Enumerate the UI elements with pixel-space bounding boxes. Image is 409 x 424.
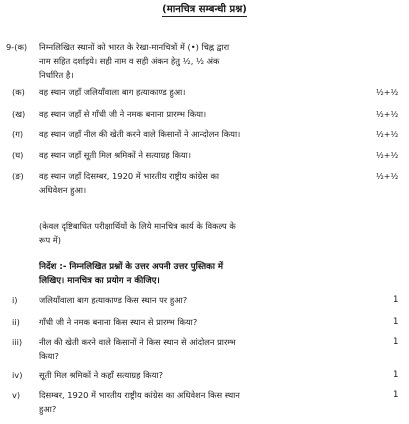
question-intro-line: निम्नलिखित स्थानों को भारत के रेखा-मानचित्रों में (•) चिह्न द्वारा <box>39 42 230 52</box>
question-number: 9-(क) <box>6 42 28 52</box>
item-label: (ख) <box>12 109 26 119</box>
question-marks: 1 <box>393 370 399 380</box>
item-marks: ½+½ <box>376 88 399 97</box>
item-label: (क) <box>12 87 25 97</box>
question-intro-line: नाम सहित दर्शाइये। सही नाम व सही अंकन हेतु ½, ½ अंक <box>39 56 220 66</box>
note-line: रूप में) <box>39 235 61 245</box>
item-text: वह स्थान जहाँ दिसम्बर, 1920 में भारतीय राष्ट्रीय कांग्रेस का <box>39 171 220 181</box>
item-label: (घ) <box>12 150 24 160</box>
question-label: iii) <box>12 337 23 347</box>
note-line: (केवल दृष्टिबाधित परीक्षार्थियों के लिये मानचित्र कार्य के विकल्प के <box>39 221 236 231</box>
item-marks: ½+½ <box>376 110 399 119</box>
item-marks: ½+½ <box>376 172 399 181</box>
question-label: i) <box>12 295 18 305</box>
item-text: वह स्थान जहाँ से गाँधी जी ने नमक बनाना प्रारम्भ किया। <box>39 109 207 119</box>
item-text: अधिवेशन हुआ। <box>39 185 87 195</box>
question-label: ii) <box>12 317 20 327</box>
question-text: गाँधी जी ने नमक बनाना किस स्थान से प्रारम्भ किया? <box>39 317 198 327</box>
question-intro-line: निर्धारित है। <box>39 70 74 80</box>
instruction-line: निर्देश :- निम्नलिखित प्रश्नों के उत्तर अपनी उत्तर पुस्तिका में <box>39 262 224 272</box>
question-text: हुआ? <box>39 404 57 414</box>
question-marks: 1 <box>393 295 399 305</box>
item-marks: ½+½ <box>376 151 399 160</box>
question-text: किया? <box>39 351 59 361</box>
question-marks: 1 <box>393 390 399 400</box>
question-marks: 1 <box>393 317 399 327</box>
item-text: वह स्थान जहाँ सूती मिल श्रमिकों ने सत्याग्रह किया। <box>39 150 191 160</box>
item-marks: ½+½ <box>376 130 399 139</box>
item-label: (ग) <box>12 129 24 139</box>
question-marks: 1 <box>393 337 399 347</box>
page-title: (मानचित्र सम्बन्धी प्रश्न) <box>162 4 247 15</box>
item-label: (ङ) <box>12 171 24 181</box>
question-text: दिसम्बर, 1920 में भारतीय राष्ट्रीय कांग्रेस का अधिवेशन किस स्थान <box>39 390 240 400</box>
item-text: वह स्थान जहाँ नील की खेती करने वाले किसानों ने आन्दोलन किया। <box>39 129 241 139</box>
question-text: सूती मिल श्रमिकों ने कहाँ सत्याग्रह किया? <box>39 370 164 380</box>
question-text: जलियाँवाला बाग हत्याकाण्ड किस स्थान पर हुआ? <box>39 295 188 305</box>
item-text: वह स्थान जहाँ जलियाँवाला बाग हत्याकाण्ड हुआ। <box>39 87 186 97</box>
question-label: v) <box>12 390 21 400</box>
instruction-line: लिखिए। मानचित्र का प्रयोग न कीजिए। <box>39 276 160 286</box>
question-label: iv) <box>12 370 23 380</box>
question-text: नील की खेती करने वाले किसानों ने किस स्थान से आंदोलन प्रारम्भ <box>39 337 236 347</box>
